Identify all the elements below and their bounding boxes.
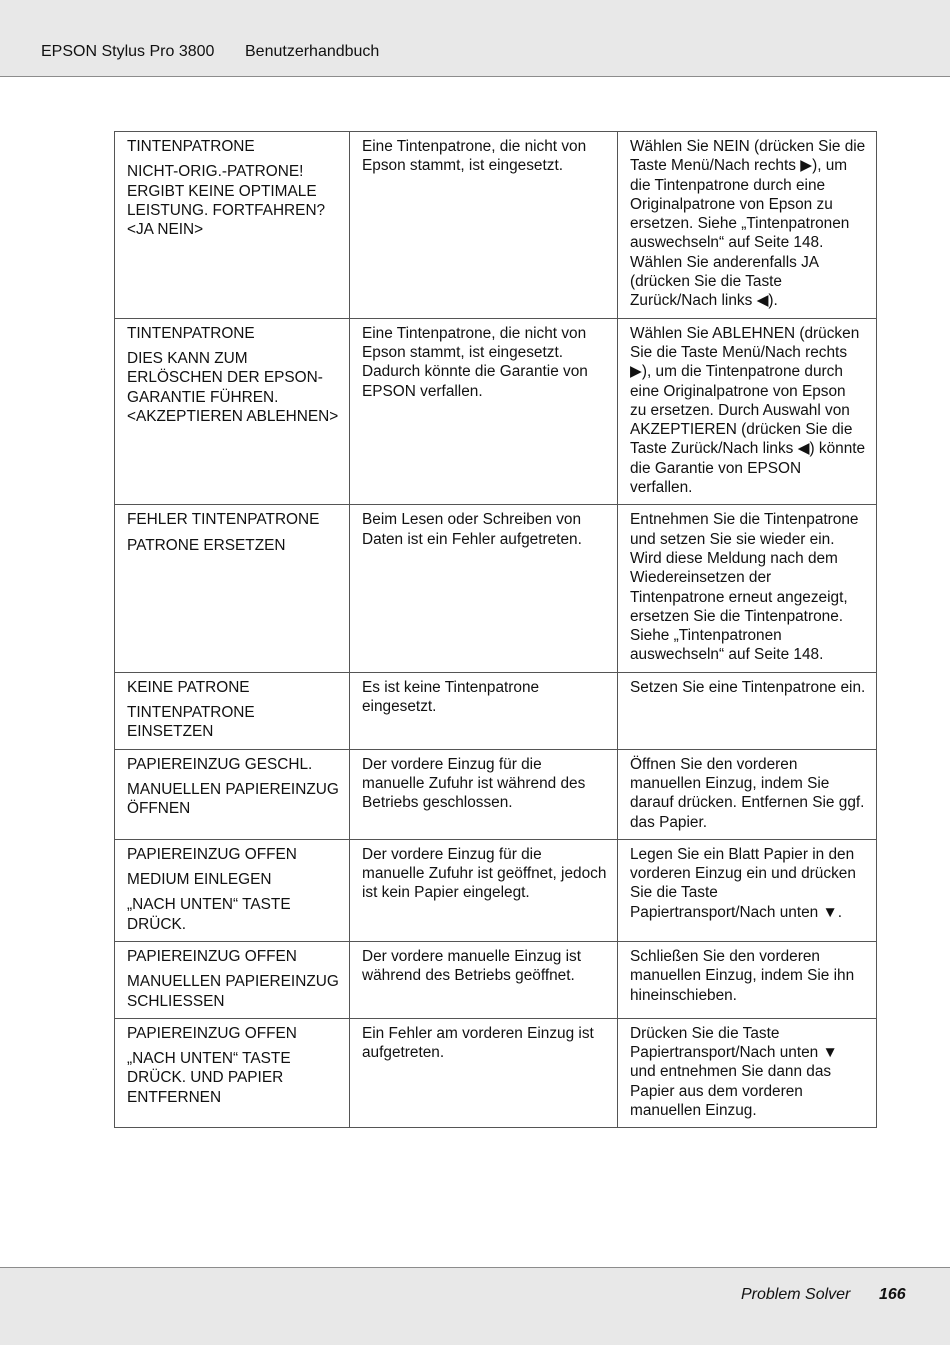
message-line: „NACH UNTEN“ TASTE DRÜCK. UND PAPIER ENTFERNEN: [127, 1050, 291, 1106]
description-cell: Eine Tintenpatrone, die nicht von Epson stammt, ist eingesetzt. Dadurch könnte die Garantie von EPSON verfallen.: [350, 318, 618, 505]
message-line: PAPIEREINZUG OFFEN: [127, 1024, 297, 1042]
message-cell: [115, 749, 350, 839]
page-footer: [0, 1267, 950, 1345]
message-line: MANUELLEN PAPIEREINZUG ÖFFNEN: [127, 780, 339, 818]
description-cell: Es ist keine Tintenpatrone eingesetzt.: [350, 672, 618, 749]
message-cell: [115, 839, 350, 941]
error-message-table: [114, 131, 877, 1128]
solution-cell: Drücken Sie die Taste Papiertransport/Nach unten ▼ und entnehmen Sie dann das Papier aus dem vorderen manuellen Einzug.: [618, 1018, 877, 1127]
message-line: DIES KANN ZUM ERLÖSCHEN DER EPSON-GARANTIE FÜHREN. <AKZEPTIEREN ABLEHNEN>: [127, 349, 339, 425]
description-cell: Der vordere manuelle Einzug ist während des Betriebs geöffnet.: [350, 941, 618, 1018]
message-line: PATRONE ERSETZEN: [127, 536, 286, 554]
solution-cell: Öffnen Sie den vorderen manuellen Einzug, indem Sie darauf drücken. Entfernen Sie ggf. das Papier.: [618, 749, 877, 839]
table-row: [115, 132, 877, 319]
description-cell: Beim Lesen oder Schreiben von Daten ist ein Fehler aufgetreten.: [350, 505, 618, 672]
solution-cell: Wählen Sie ABLEHNEN (drücken Sie die Taste Menü/Nach rechts ▶), um die Tintenpatrone durch eine Originalpatrone von Epson zu ersetzen. Durch Auswahl von AKZEPTIEREN (drücken Sie die Taste Zurück/Nach links ◀) könnte die Garantie von EPSON verfallen.: [618, 318, 877, 505]
description-cell: Eine Tintenpatrone, die nicht von Epson stammt, ist eingesetzt.: [350, 132, 618, 319]
message-cell: [115, 941, 350, 1018]
message-cell: [115, 672, 350, 749]
message-line: „NACH UNTEN“ TASTE DRÜCK.: [127, 896, 291, 933]
solution-cell: Entnehmen Sie die Tintenpatrone und setzen Sie sie wieder ein. Wird diese Meldung nach dem Wiedereinsetzen der Tintenpatrone erneut angezeigt, ersetzen Sie die Tintenpatrone. Siehe „Tintenpatronen auswechseln“ auf Seite 148.: [618, 505, 877, 672]
table-row: [115, 941, 877, 1018]
message-line: PAPIEREINZUG OFFEN: [127, 845, 297, 863]
message-cell: [115, 1018, 350, 1127]
message-line: KEINE PATRONE: [127, 678, 250, 696]
solution-cell: Schließen Sie den vorderen manuellen Einzug, indem Sie ihn hineinschieben.: [618, 941, 877, 1018]
page-number: 166: [879, 1286, 906, 1303]
document-title: Benutzerhandbuch: [245, 43, 380, 60]
message-cell: [115, 318, 350, 505]
message-line: FEHLER TINTENPATRONE: [127, 511, 320, 529]
solution-cell: Setzen Sie eine Tintenpatrone ein.: [618, 672, 877, 749]
message-line: NICHT-ORIG.-PATRONE! ERGIBT KEINE OPTIMALE LEISTUNG. FORTFAHREN? <JA NEIN>: [127, 163, 326, 239]
message-line: MANUELLEN PAPIEREINZUG SCHLIESSEN: [127, 973, 339, 1010]
solution-cell: Wählen Sie NEIN (drücken Sie die Taste Menü/Nach rechts ▶), um die Tintenpatrone durch eine Originalpatrone von Epson zu ersetzen. Siehe „Tintenpatronen auswechseln“ auf Seite 148. Wählen Sie anderenfalls JA (drücken Sie die Taste Zurück/Nach links ◀).: [618, 132, 877, 319]
description-cell: Ein Fehler am vorderen Einzug ist aufgetreten.: [350, 1018, 618, 1127]
table-row: [115, 505, 877, 672]
table-body: [115, 132, 877, 1128]
message-line: TINTENPATRONE: [127, 138, 255, 155]
table-row: [115, 749, 877, 839]
solution-cell: Legen Sie ein Blatt Papier in den vorderen Einzug ein und drücken Sie die Taste Papiertransport/Nach unten ▼.: [618, 839, 877, 941]
section-title: Problem Solver: [741, 1286, 851, 1303]
table-row: [115, 672, 877, 749]
message-line: TINTENPATRONE: [127, 324, 255, 342]
description-cell: Der vordere Einzug für die manuelle Zufuhr ist geöffnet, jedoch ist kein Papier eingelegt.: [350, 839, 618, 941]
page-header: [0, 0, 950, 77]
message-line: PAPIEREINZUG OFFEN: [127, 947, 297, 965]
message-cell: [115, 132, 350, 319]
product-name: EPSON Stylus Pro 3800: [41, 43, 215, 60]
message-line: PAPIEREINZUG GESCHL.: [127, 755, 313, 773]
table-row: [115, 839, 877, 941]
message-line: TINTENPATRONE EINSETZEN: [127, 704, 255, 741]
table-row: [115, 1018, 877, 1127]
description-cell: Der vordere Einzug für die manuelle Zufuhr ist während des Betriebs geschlossen.: [350, 749, 618, 839]
message-cell: [115, 505, 350, 672]
message-line: MEDIUM EINLEGEN: [127, 871, 272, 889]
table-row: [115, 318, 877, 505]
